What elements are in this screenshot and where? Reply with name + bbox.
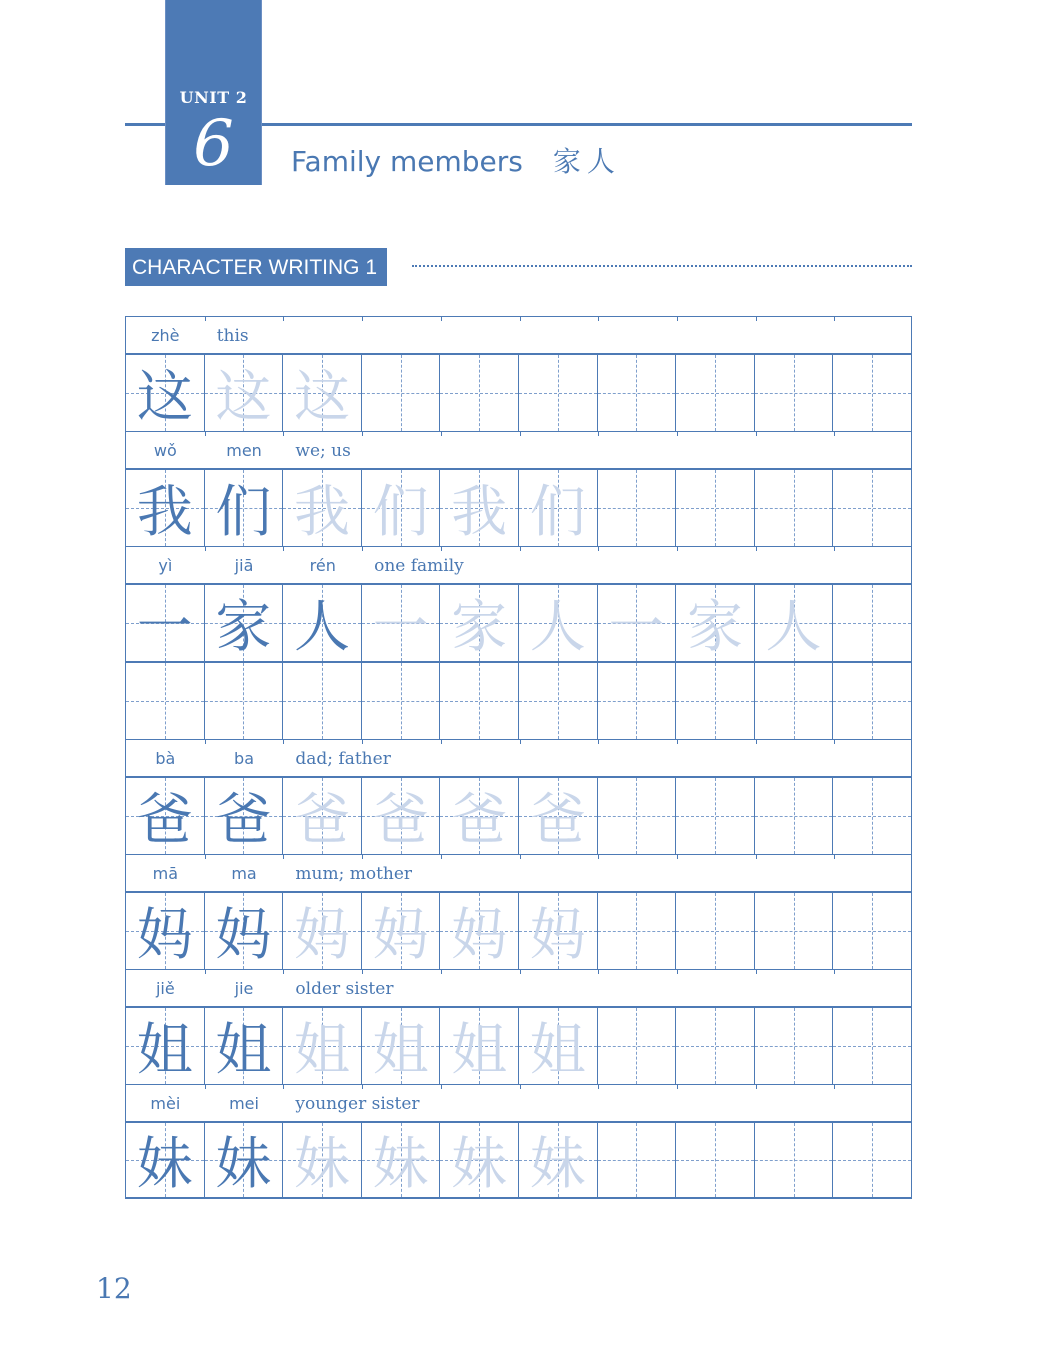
writing-cell (283, 778, 362, 854)
grid-tick (441, 855, 442, 859)
writing-cell (362, 355, 441, 431)
grid-tick (362, 855, 363, 859)
grid-tick (598, 740, 599, 744)
grid-tick (834, 970, 835, 974)
grid-tick (598, 855, 599, 859)
lesson-number: 6 (193, 107, 234, 181)
writing-cell (283, 470, 362, 546)
trace-character: 人 (529, 595, 586, 660)
writing-cell (440, 663, 519, 739)
unit-tab (165, 0, 262, 185)
grid-tick (520, 970, 521, 974)
writing-cell (205, 893, 284, 969)
pinyin: jiě (155, 979, 175, 998)
trace-character: 妈 (293, 903, 350, 968)
lesson-title-english: Family members (291, 145, 523, 178)
writing-cell (598, 1008, 677, 1084)
grid-tick (598, 970, 599, 974)
writing-cell (676, 355, 755, 431)
pinyin: jiā (234, 556, 254, 575)
grid-tick (834, 1085, 835, 1089)
writing-cell (598, 778, 677, 854)
grid-tick (283, 1085, 284, 1089)
writing-cell (126, 585, 205, 661)
trace-character: 家 (451, 595, 508, 660)
grid-tick (441, 1085, 442, 1089)
writing-cell (519, 355, 598, 431)
writing-cell (205, 778, 284, 854)
grid-tick (834, 547, 835, 551)
writing-cell (283, 355, 362, 431)
grid-tick (834, 855, 835, 859)
writing-cell (598, 893, 677, 969)
writing-cell (755, 1008, 834, 1084)
model-character: 爸 (215, 788, 272, 853)
pinyin: mā (152, 864, 179, 883)
writing-cell (755, 778, 834, 854)
grid-tick (520, 740, 521, 744)
writing-cell (362, 663, 441, 739)
model-character: 妹 (136, 1132, 193, 1197)
trace-character: 姐 (293, 1018, 350, 1083)
trace-character: 们 (372, 480, 429, 545)
writing-cell (362, 1123, 441, 1197)
writing-cell (440, 778, 519, 854)
writing-cell (676, 470, 755, 546)
meaning: older sister (295, 979, 394, 999)
model-character: 妈 (136, 903, 193, 968)
vocab-label-row (125, 969, 912, 1006)
grid-tick (362, 740, 363, 744)
writing-cell (676, 585, 755, 661)
grid-tick (756, 970, 757, 974)
trace-character: 妹 (293, 1132, 350, 1197)
grid-tick (362, 970, 363, 974)
writing-cell (362, 470, 441, 546)
grid-tick (362, 1085, 363, 1089)
writing-cell (440, 470, 519, 546)
meaning: dad; father (295, 749, 391, 769)
writing-cell (440, 1008, 519, 1084)
grid-tick (756, 547, 757, 551)
pinyin: ma (231, 864, 257, 883)
grid-tick (205, 740, 206, 744)
vocab-label-row (125, 1084, 912, 1121)
writing-cell (519, 585, 598, 661)
writing-cell (440, 585, 519, 661)
grid-tick (283, 317, 284, 321)
grid-tick (283, 740, 284, 744)
writing-cell (598, 585, 677, 661)
pinyin: rén (309, 556, 336, 575)
writing-cell (833, 355, 912, 431)
writing-cell (205, 1008, 284, 1084)
grid-tick (520, 547, 521, 551)
trace-character: 妈 (529, 903, 586, 968)
grid-tick (205, 432, 206, 436)
writing-cell (283, 1008, 362, 1084)
writing-cell (126, 1123, 205, 1197)
writing-cell (126, 893, 205, 969)
writing-cell (205, 470, 284, 546)
grid-tick (441, 970, 442, 974)
writing-grid (125, 316, 912, 1199)
trace-character: 妈 (372, 903, 429, 968)
vocab-label-row (125, 431, 912, 468)
writing-cell (833, 778, 912, 854)
pinyin: mèi (150, 1094, 181, 1113)
trace-character: 们 (529, 480, 586, 545)
writing-cell (676, 778, 755, 854)
character-box-row (125, 1121, 912, 1199)
grid-tick (677, 317, 678, 321)
header-rule-right (262, 123, 912, 126)
writing-cell (126, 470, 205, 546)
writing-cell (126, 355, 205, 431)
writing-cell (833, 585, 912, 661)
grid-tick (598, 547, 599, 551)
writing-cell (676, 1123, 755, 1197)
writing-cell (519, 470, 598, 546)
grid-tick (362, 432, 363, 436)
grid-tick (677, 855, 678, 859)
trace-character: 家 (686, 595, 743, 660)
writing-cell (598, 470, 677, 546)
grid-tick (520, 432, 521, 436)
writing-cell (833, 1008, 912, 1084)
grid-tick (205, 317, 206, 321)
writing-cell (440, 893, 519, 969)
trace-character: 爸 (372, 788, 429, 853)
writing-cell (126, 663, 205, 739)
writing-cell (519, 778, 598, 854)
writing-cell (519, 1123, 598, 1197)
grid-tick (283, 970, 284, 974)
trace-character: 姐 (451, 1018, 508, 1083)
grid-tick (677, 1085, 678, 1089)
lesson-title (291, 140, 621, 180)
model-character: 爸 (136, 788, 193, 853)
grid-tick (756, 1085, 757, 1089)
grid-tick (205, 970, 206, 974)
section-heading: CHARACTER WRITING 1 (125, 248, 387, 286)
trace-character: 我 (293, 480, 350, 545)
grid-tick (205, 1085, 206, 1089)
writing-cell (126, 778, 205, 854)
writing-cell (205, 663, 284, 739)
writing-cell (519, 1008, 598, 1084)
grid-tick (598, 1085, 599, 1089)
grid-tick (756, 740, 757, 744)
writing-cell (598, 355, 677, 431)
writing-cell (205, 355, 284, 431)
trace-character: 一 (372, 595, 429, 660)
writing-cell (833, 1123, 912, 1197)
grid-tick (520, 1085, 521, 1089)
character-box-row (125, 353, 912, 431)
writing-cell (676, 893, 755, 969)
trace-character: 妈 (451, 903, 508, 968)
writing-cell (833, 663, 912, 739)
model-character: 们 (215, 480, 272, 545)
writing-cell (598, 663, 677, 739)
model-character: 妹 (215, 1132, 272, 1197)
meaning: younger sister (295, 1094, 420, 1114)
writing-cell (755, 355, 834, 431)
grid-tick (283, 855, 284, 859)
trace-character: 妹 (372, 1132, 429, 1197)
writing-cell (519, 893, 598, 969)
writing-cell (283, 893, 362, 969)
trace-character: 爸 (529, 788, 586, 853)
meaning: one family (374, 556, 464, 576)
writing-cell (362, 893, 441, 969)
grid-tick (598, 317, 599, 321)
character-box-row (125, 776, 912, 854)
character-box-row (125, 468, 912, 546)
model-character: 妈 (215, 903, 272, 968)
writing-cell (676, 663, 755, 739)
grid-tick (834, 740, 835, 744)
meaning: this (216, 326, 249, 346)
writing-cell (283, 585, 362, 661)
writing-cell (362, 1008, 441, 1084)
trace-character: 妹 (451, 1132, 508, 1197)
trace-character: 妹 (529, 1132, 586, 1197)
grid-tick (834, 317, 835, 321)
pinyin: men (226, 441, 262, 460)
grid-tick (756, 317, 757, 321)
character-box-row (125, 891, 912, 969)
model-character: 一 (136, 595, 193, 660)
model-character: 我 (136, 480, 193, 545)
writing-cell (833, 893, 912, 969)
unit-label: UNIT 2 (179, 88, 248, 107)
pinyin: wǒ (153, 441, 177, 460)
vocab-label-row (125, 854, 912, 891)
writing-cell (755, 470, 834, 546)
grid-tick (677, 547, 678, 551)
trace-character: 这 (215, 365, 272, 430)
grid-tick (441, 432, 442, 436)
character-box-row (125, 661, 912, 739)
writing-cell (676, 1008, 755, 1084)
model-character: 姐 (136, 1018, 193, 1083)
trace-character: 这 (293, 365, 350, 430)
writing-cell (283, 663, 362, 739)
trace-character: 我 (451, 480, 508, 545)
model-character: 姐 (215, 1018, 272, 1083)
writing-cell (598, 1123, 677, 1197)
character-box-row (125, 1006, 912, 1084)
grid-tick (283, 432, 284, 436)
grid-tick (362, 547, 363, 551)
pinyin: mei (229, 1094, 259, 1113)
vocab-label-row (125, 546, 912, 583)
trace-character: 姐 (529, 1018, 586, 1083)
grid-tick (205, 547, 206, 551)
writing-cell (362, 778, 441, 854)
grid-tick (441, 547, 442, 551)
writing-cell (205, 1123, 284, 1197)
pinyin: zhè (151, 326, 180, 345)
section-dotted-rule (412, 265, 912, 267)
vocab-label-row (125, 316, 912, 353)
grid-tick (283, 547, 284, 551)
meaning: we; us (295, 441, 351, 461)
model-character: 家 (215, 595, 272, 660)
grid-tick (520, 855, 521, 859)
grid-tick (441, 317, 442, 321)
trace-character: 一 (608, 595, 665, 660)
writing-cell (755, 1123, 834, 1197)
page-number: 12 (96, 1272, 132, 1305)
grid-tick (362, 317, 363, 321)
trace-character: 爸 (293, 788, 350, 853)
vocab-label-row (125, 739, 912, 776)
grid-tick (520, 317, 521, 321)
character-box-row (125, 583, 912, 661)
writing-cell (755, 893, 834, 969)
writing-cell (440, 355, 519, 431)
grid-tick (441, 740, 442, 744)
pinyin: ba (234, 749, 255, 768)
lesson-title-chinese: 家人 (552, 145, 621, 178)
trace-character: 姐 (372, 1018, 429, 1083)
grid-tick (598, 432, 599, 436)
writing-cell (833, 470, 912, 546)
grid-tick (756, 855, 757, 859)
grid-tick (677, 740, 678, 744)
grid-tick (677, 970, 678, 974)
pinyin: yì (158, 556, 173, 575)
writing-cell (440, 1123, 519, 1197)
grid-tick (834, 432, 835, 436)
pinyin: jie (234, 979, 254, 998)
writing-cell (362, 585, 441, 661)
header-rule-left (125, 123, 165, 126)
writing-cell (126, 1008, 205, 1084)
model-character: 人 (293, 595, 350, 660)
pinyin: bà (155, 749, 176, 768)
grid-tick (756, 432, 757, 436)
trace-character: 人 (765, 595, 822, 660)
trace-character: 爸 (451, 788, 508, 853)
writing-cell (205, 585, 284, 661)
writing-cell (283, 1123, 362, 1197)
model-character: 这 (136, 365, 193, 430)
meaning: mum; mother (295, 864, 413, 884)
writing-cell (755, 585, 834, 661)
writing-cell (755, 663, 834, 739)
grid-tick (677, 432, 678, 436)
grid-tick (205, 855, 206, 859)
writing-cell (519, 663, 598, 739)
